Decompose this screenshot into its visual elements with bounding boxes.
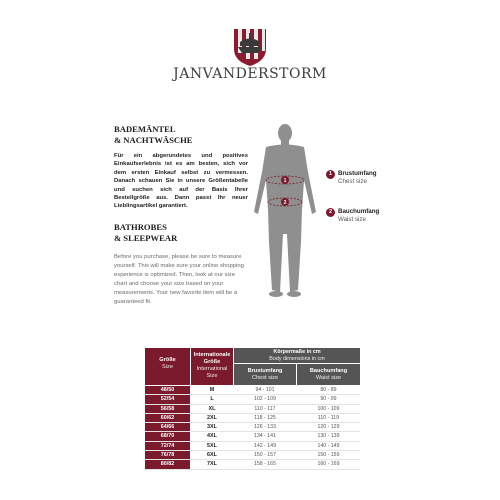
header-body-dimensions: [234, 348, 360, 363]
size-table-header: [145, 348, 360, 385]
header-group-de: Körpermaße in cm: [273, 349, 321, 355]
cell-waist: 130 - 139: [317, 433, 340, 440]
header-international-size: [190, 348, 233, 385]
cell-waist: 90 - 99: [320, 396, 337, 403]
cell-chest: 118 - 125: [254, 414, 276, 421]
cell-size: 52/54: [145, 395, 190, 403]
cell-size: 76/78: [145, 451, 190, 459]
cell-size: 48/50: [145, 386, 190, 394]
table-row: [145, 442, 360, 451]
intro-text-de: Für ein abgerundetes und positives Einkaufserlebnis ist es am besten, sich vor dem ersten Einkauf selbst zu vermessen. Danach schauen Sie in unsere Größentabelle und suchen sich auf der Basis Ihrer Bestellgröße aus. Dann passt Ihr neuer Lieblingsartikel garantiert.: [114, 153, 248, 210]
cell-waist: 140 - 149: [317, 442, 340, 449]
cell-chest: 102 - 109: [254, 396, 276, 403]
cell-chest: 94 - 101: [255, 387, 275, 393]
heading-bathrobes-de: [114, 124, 248, 146]
cell-waist: 110 - 119: [317, 414, 340, 421]
cell-waist: 160 - 169: [317, 461, 340, 468]
marker-1-label: 1: [283, 178, 287, 184]
measurement-1-subtitle: Chest size: [338, 178, 367, 185]
header-chest-en: Chest size: [251, 375, 279, 381]
measurement-1-badge: 1: [326, 170, 335, 179]
header-chest-de: Brustumfang: [247, 368, 283, 374]
measurement-2-title: Bauchumfang: [338, 208, 380, 215]
measurement-2-subtitle: Waist size: [338, 216, 366, 223]
cell-size: 72/74: [145, 442, 190, 450]
header-chest: [234, 364, 296, 385]
cell-size: 80/82: [145, 460, 190, 468]
header-waist: [297, 364, 360, 385]
table-row: [145, 451, 360, 460]
size-table: [145, 348, 360, 470]
size-table-body: [145, 386, 360, 470]
cell-intl: 7XL: [207, 461, 217, 468]
cell-size: 68/70: [145, 432, 190, 440]
cell-waist: 150 - 159: [317, 452, 340, 459]
intro-text-en: Before you purchase, please be sure to measure yourself. This will make sure your online shopping experience is optimized. Then, look at our size chart and choose your size based on your measurements. Your new favorite item will be a guaranteed fit.: [114, 254, 244, 305]
cell-intl: L: [210, 396, 214, 403]
cell-intl: 4XL: [207, 433, 217, 440]
table-row: [145, 405, 360, 414]
header-group-en: Body dimensions in cm: [269, 355, 325, 362]
heading-de-line1: BADEMÄNTEL: [114, 124, 176, 134]
cell-intl: 5XL: [207, 442, 217, 449]
header-waist-en: Waist size: [315, 375, 342, 381]
measurement-1-title: Brustumfang: [338, 170, 377, 177]
cell-size: 60/62: [145, 414, 190, 422]
cell-chest: 126 - 133: [254, 424, 276, 431]
brand-crest-logo: [231, 27, 269, 67]
header-size-en: Size: [162, 364, 173, 370]
cell-chest: 110 - 117: [254, 405, 276, 412]
cell-size: 56/58: [145, 405, 190, 413]
cell-chest: 158 - 165: [254, 461, 276, 468]
table-row: [145, 423, 360, 432]
body-silhouette-figure: [246, 122, 324, 300]
heading-en-line1: BATHROBES: [114, 222, 167, 232]
table-row: [145, 386, 360, 395]
measurement-2-badge: 2: [326, 208, 335, 217]
header-size-de: Größe: [159, 357, 176, 363]
heading-en-line2: & SLEEPWEAR: [114, 233, 178, 243]
table-row: [145, 414, 360, 423]
cell-waist: 80 - 89: [320, 387, 337, 393]
brand-name: JANVANDERSTORM: [173, 66, 327, 82]
cell-chest: 134 - 141: [254, 433, 276, 440]
header-waist-de: Bauchumfang: [309, 368, 348, 374]
header-intl-en: International Size: [196, 366, 228, 379]
heading-de-line2: & NACHTWÄSCHE: [114, 135, 193, 145]
cell-intl: 2XL: [207, 414, 217, 421]
header-size: [145, 348, 190, 385]
cell-chest: 150 - 157: [254, 452, 276, 459]
cell-intl: M: [209, 387, 215, 393]
header-intl-de: Internationale Größe: [193, 352, 231, 365]
table-row: [145, 460, 360, 469]
cell-size: 64/66: [145, 423, 190, 431]
cell-intl: 3XL: [207, 424, 217, 431]
table-row: [145, 395, 360, 404]
marker-2-label: 2: [283, 200, 287, 206]
cell-waist: 100 - 109: [317, 405, 340, 412]
cell-intl: 6XL: [207, 452, 217, 459]
table-row: [145, 432, 360, 441]
heading-bathrobes-en: [114, 222, 248, 244]
cell-intl: XL: [208, 405, 216, 412]
cell-chest: 142 - 149: [254, 442, 276, 449]
cell-waist: 120 - 129: [317, 424, 340, 431]
